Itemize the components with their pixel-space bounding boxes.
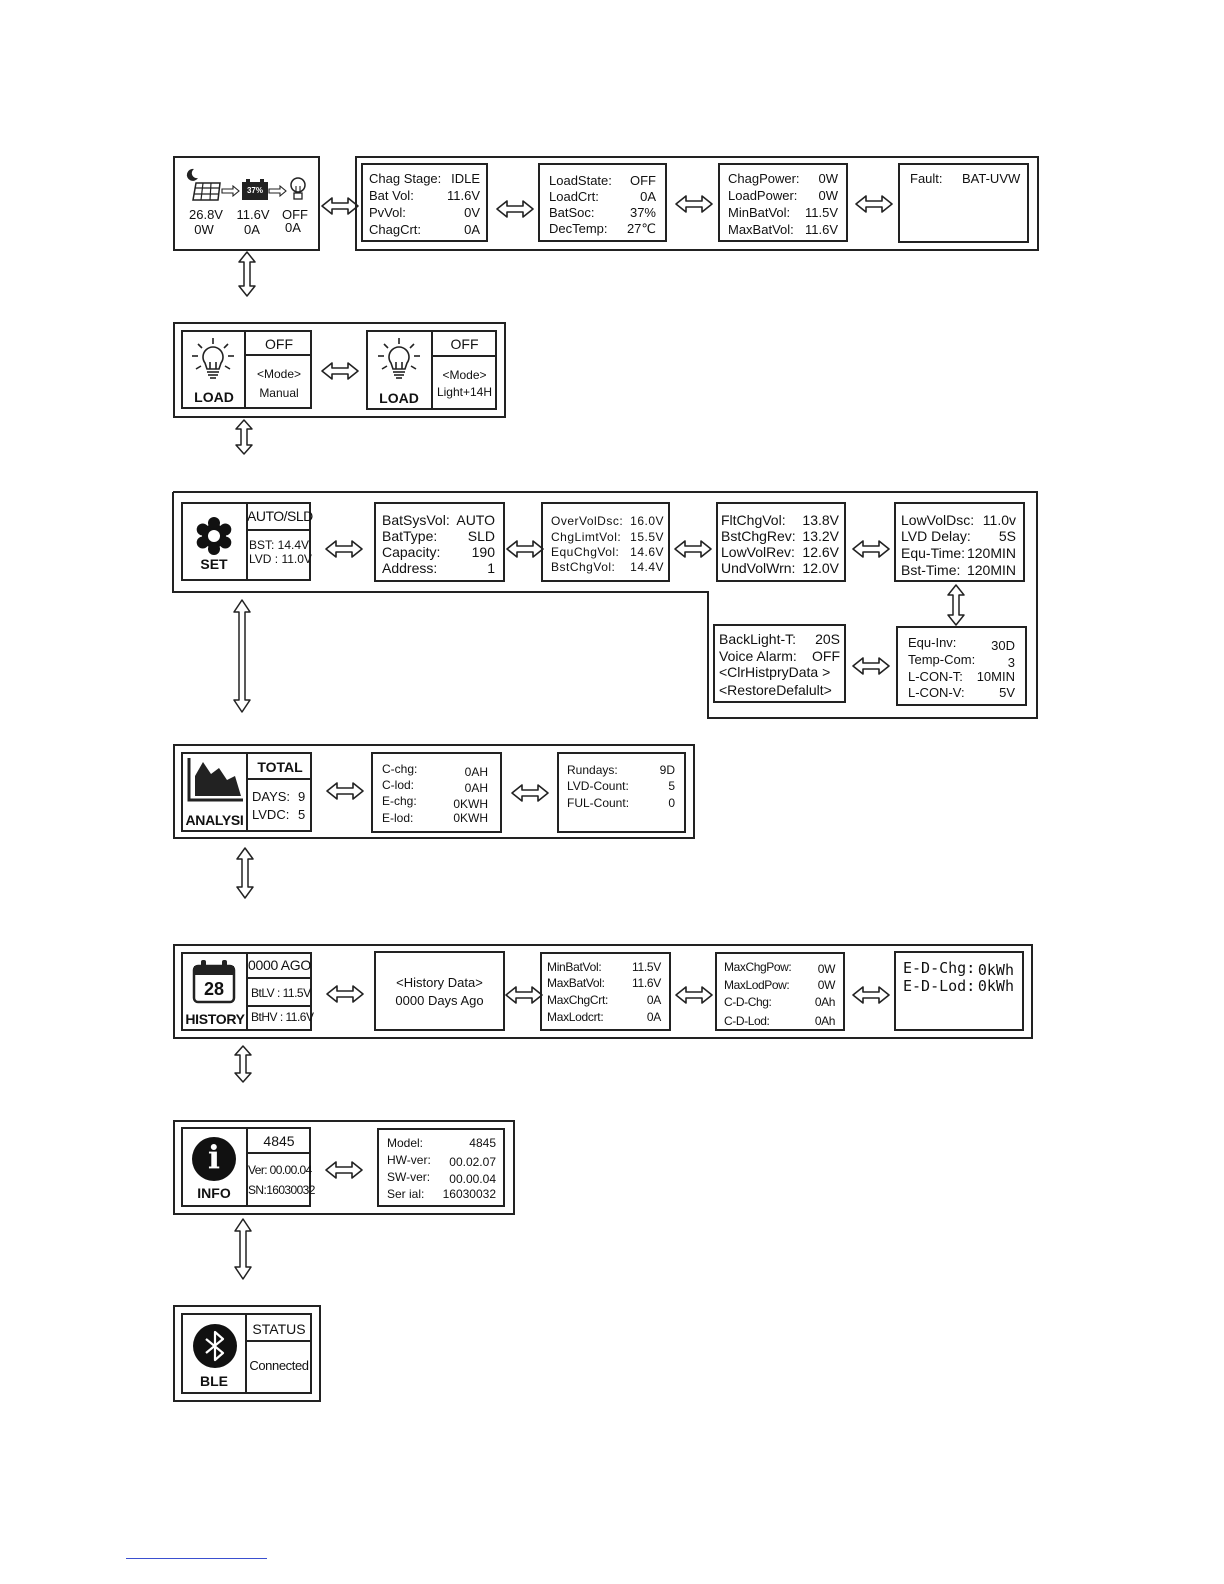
double-arrow-icon bbox=[326, 1162, 362, 1178]
set-box-low-voltage[interactable] bbox=[894, 502, 1025, 582]
set-box-float[interactable] bbox=[716, 502, 846, 582]
history-header: 0000 AGO bbox=[248, 957, 311, 973]
label: Capacity: bbox=[382, 544, 441, 560]
info-label: INFO bbox=[197, 1185, 231, 1201]
label: Bat Vol: bbox=[369, 188, 414, 203]
value: 0V bbox=[464, 205, 480, 220]
label: E-chg: bbox=[382, 794, 417, 808]
info-detail-box[interactable] bbox=[377, 1128, 505, 1207]
double-arrow-icon bbox=[327, 986, 363, 1002]
mode-label: <Mode> bbox=[442, 368, 487, 382]
value: 0A bbox=[646, 993, 661, 1007]
value: 0Ah bbox=[814, 995, 835, 1009]
label: ChgLimtVol: bbox=[551, 530, 622, 544]
label: SW-ver: bbox=[387, 1170, 431, 1184]
value: 27℃ bbox=[626, 221, 656, 236]
set-box-battery[interactable] bbox=[374, 502, 505, 582]
info-version: Ver: 00.00.04 bbox=[248, 1163, 312, 1177]
label: LowVolDsc: bbox=[901, 512, 975, 528]
load-state: OFF bbox=[450, 336, 479, 352]
flow-arrow-icon bbox=[269, 186, 287, 196]
value: 190 bbox=[471, 544, 495, 560]
history-data-box[interactable] bbox=[374, 951, 505, 1031]
value: 11.5V bbox=[632, 960, 661, 974]
value: 0AH bbox=[464, 781, 488, 795]
value: 0A bbox=[464, 222, 480, 237]
double-arrow-icon bbox=[853, 987, 889, 1003]
value: 12.0V bbox=[802, 560, 839, 576]
lvdc-value: 5 bbox=[298, 807, 306, 822]
label: E-lod: bbox=[382, 811, 414, 825]
label: LoadCrt: bbox=[549, 189, 599, 204]
label: BatSoc: bbox=[549, 205, 595, 220]
mode-label: <Mode> bbox=[256, 367, 302, 381]
double-arrow-icon bbox=[507, 541, 543, 557]
label: HW-ver: bbox=[387, 1153, 431, 1167]
fault-label: Fault: bbox=[910, 171, 943, 186]
label: FUL-Count: bbox=[567, 796, 630, 810]
vertical-double-arrow-icon bbox=[235, 1219, 251, 1279]
lvd-value: LVD : 11.0V bbox=[249, 552, 312, 566]
value: 13.8V bbox=[802, 512, 839, 528]
label: Address: bbox=[382, 560, 438, 576]
label: Chag Stage: bbox=[369, 171, 442, 186]
label: OverVolDsc: bbox=[551, 514, 624, 528]
value: 11.6V bbox=[804, 222, 838, 237]
double-arrow-icon bbox=[853, 658, 889, 674]
label: Equ-Inv: bbox=[908, 635, 957, 650]
load-label: LOAD bbox=[379, 390, 419, 406]
value: 0AH bbox=[464, 765, 488, 779]
ble-label: BLE bbox=[200, 1373, 228, 1389]
mode-value: Light+14H bbox=[436, 385, 493, 399]
value: 0W bbox=[817, 962, 835, 976]
vertical-double-arrow-icon bbox=[235, 1046, 251, 1082]
vertical-double-arrow-icon bbox=[234, 600, 250, 712]
label: DecTemp: bbox=[549, 221, 608, 236]
power-box[interactable] bbox=[718, 163, 848, 242]
double-arrow-icon bbox=[506, 987, 542, 1003]
label: C-D-Chg: bbox=[724, 995, 772, 1009]
label: MaxBatVol: bbox=[547, 976, 605, 990]
label: Equ-Time: bbox=[901, 545, 966, 561]
value: 5S bbox=[998, 528, 1016, 544]
area-chart-icon bbox=[187, 758, 243, 804]
bst-value: BST: 14.4V bbox=[249, 538, 310, 552]
footnote-rule bbox=[126, 1558, 267, 1559]
history-energy-box[interactable] bbox=[894, 951, 1024, 1031]
label: BstChgVol: bbox=[551, 560, 616, 574]
analysis-counts-box[interactable] bbox=[557, 752, 686, 833]
value: SLD bbox=[467, 528, 495, 544]
ble-status: Connected bbox=[249, 1358, 309, 1373]
value: 9D bbox=[659, 763, 675, 777]
calendar-day: 28 bbox=[203, 979, 225, 999]
bulb-icon bbox=[289, 176, 307, 202]
value: 00.00.04 bbox=[449, 1172, 496, 1186]
label: EquChgVol: bbox=[551, 545, 620, 559]
moon-icon bbox=[185, 168, 199, 182]
double-arrow-icon bbox=[512, 785, 548, 801]
value: 14.6V bbox=[630, 545, 664, 559]
label: L-CON-T: bbox=[908, 669, 963, 684]
value: 0W bbox=[817, 978, 835, 992]
history-voltage-box[interactable] bbox=[540, 952, 671, 1031]
value: 0 bbox=[668, 796, 675, 810]
bthv-value: BtHV : 11.6V bbox=[251, 1010, 314, 1024]
btlv-value: BtLV : 11.5V bbox=[251, 986, 311, 1000]
load-current: 0A bbox=[285, 220, 301, 235]
label: PvVol: bbox=[369, 205, 406, 220]
value: 37% bbox=[629, 205, 656, 220]
value: 11.0v bbox=[982, 512, 1016, 528]
double-arrow-icon bbox=[322, 363, 358, 379]
history-data-title: <History Data> bbox=[396, 975, 483, 990]
vertical-double-arrow-icon bbox=[237, 848, 253, 898]
value: 15.5V bbox=[630, 530, 664, 544]
value: 14.4V bbox=[630, 560, 664, 574]
bulb-icon bbox=[376, 336, 422, 382]
load-state: OFF bbox=[282, 207, 308, 222]
double-arrow-icon bbox=[327, 783, 363, 799]
pv-voltage: 26.8V bbox=[189, 207, 223, 222]
ble-header: STATUS bbox=[252, 1321, 306, 1337]
value: 5 bbox=[668, 779, 675, 793]
battery-voltage: 11.6V bbox=[236, 207, 270, 222]
value: 00.02.07 bbox=[449, 1155, 496, 1169]
info-icon-letter: i bbox=[207, 1138, 221, 1176]
set-box-equalize[interactable] bbox=[896, 626, 1027, 706]
label: Bst-Time: bbox=[901, 562, 961, 578]
double-arrow-icon bbox=[675, 541, 711, 557]
mode-value: Manual bbox=[259, 386, 299, 400]
value: 0kWh bbox=[977, 961, 1014, 979]
label: ChagCrt: bbox=[369, 222, 422, 237]
label: BstChgRev: bbox=[721, 528, 796, 544]
double-arrow-icon bbox=[676, 196, 712, 212]
value: 0KWH bbox=[453, 811, 488, 825]
value: 11.5V bbox=[804, 205, 838, 220]
load-state: OFF bbox=[265, 336, 293, 352]
load-label: LOAD bbox=[194, 389, 234, 405]
days-label: DAYS: bbox=[252, 789, 291, 804]
clear-history-button[interactable]: <ClrHistpryData > bbox=[719, 664, 831, 680]
stage-box[interactable] bbox=[361, 163, 488, 242]
restore-default-button[interactable]: <RestoreDefalult> bbox=[719, 682, 832, 698]
solar-panel-icon bbox=[192, 181, 222, 203]
history-label: HISTORY bbox=[185, 1011, 245, 1027]
analysis-energy-box[interactable] bbox=[371, 752, 502, 833]
label: E-D-Lod: bbox=[903, 977, 976, 995]
label: MaxLodPow: bbox=[724, 978, 790, 992]
value: IDLE bbox=[451, 171, 480, 186]
label: MaxBatVol: bbox=[728, 222, 794, 237]
set-header: AUTO/SLD bbox=[247, 508, 313, 524]
value: 12.6V bbox=[802, 544, 839, 560]
label: MaxChgCrt: bbox=[547, 993, 609, 1007]
analysis-header: TOTAL bbox=[257, 759, 303, 775]
value: 120MIN bbox=[966, 562, 1016, 578]
value: 0Ah bbox=[814, 1014, 835, 1028]
battery-current: 0A bbox=[244, 222, 260, 237]
value: 0A bbox=[640, 189, 656, 204]
label: UndVolWrn: bbox=[721, 560, 796, 576]
double-arrow-icon bbox=[853, 541, 889, 557]
label: Voice Alarm: bbox=[719, 648, 797, 664]
info-serial: SN:16030032 bbox=[248, 1183, 315, 1197]
label: C-D-Lod: bbox=[724, 1014, 770, 1028]
double-arrow-icon bbox=[676, 987, 712, 1003]
label: LVD Delay: bbox=[901, 528, 971, 544]
value: 11.6V bbox=[632, 976, 661, 990]
value: 10MIN bbox=[976, 669, 1015, 684]
value: 20S bbox=[815, 631, 840, 647]
vertical-double-arrow-icon bbox=[239, 252, 255, 296]
history-days-ago: 0000 Days Ago bbox=[395, 993, 484, 1008]
label: MinBatVol: bbox=[547, 960, 602, 974]
vertical-double-arrow-icon bbox=[948, 585, 964, 625]
label: Rundays: bbox=[567, 763, 618, 777]
value: 4845 bbox=[469, 1136, 496, 1150]
lvdc-label: LVDC: bbox=[252, 807, 290, 822]
value: 0W bbox=[818, 188, 838, 203]
flow-arrow-icon bbox=[222, 186, 240, 196]
bluetooth-icon bbox=[192, 1323, 238, 1369]
set-box-system[interactable] bbox=[713, 624, 846, 703]
double-arrow-icon bbox=[856, 196, 892, 212]
pv-power: 0W bbox=[194, 222, 214, 237]
label: FltChgVol: bbox=[721, 512, 786, 528]
value: AUTO bbox=[456, 512, 495, 528]
label: BatSysVol: bbox=[382, 512, 450, 528]
double-arrow-icon bbox=[497, 201, 533, 217]
analysis-label: ANALYSI bbox=[185, 812, 244, 828]
double-arrow-icon bbox=[326, 541, 362, 557]
label: C-lod: bbox=[382, 778, 415, 792]
value: 13.2V bbox=[802, 528, 839, 544]
bulb-icon bbox=[190, 336, 236, 382]
history-power-box[interactable] bbox=[715, 952, 845, 1031]
set-box-charge-limits[interactable] bbox=[541, 502, 670, 582]
value: 0A bbox=[646, 1010, 661, 1024]
label: E-D-Chg: bbox=[903, 959, 976, 977]
value: 1 bbox=[487, 560, 495, 576]
load-status-box[interactable] bbox=[538, 163, 667, 242]
label: MaxChgPow: bbox=[724, 960, 792, 974]
info-header: 4845 bbox=[263, 1133, 295, 1149]
label: Temp-Com: bbox=[908, 652, 976, 667]
value: 0KWH bbox=[453, 797, 488, 811]
battery-soc: 37% bbox=[246, 186, 263, 195]
label: LoadPower: bbox=[728, 188, 798, 203]
gear-icon bbox=[196, 518, 232, 554]
fault-box[interactable] bbox=[898, 163, 1029, 243]
label: LowVolRev: bbox=[721, 544, 795, 560]
value: 30D bbox=[991, 638, 1015, 653]
fault-value: BAT-UVW bbox=[962, 171, 1021, 186]
label: ChagPower: bbox=[728, 171, 800, 186]
days-value: 9 bbox=[298, 789, 306, 804]
label: C-chg: bbox=[382, 762, 418, 776]
label: LVD-Count: bbox=[567, 779, 629, 793]
value: 11.6V bbox=[446, 188, 480, 203]
set-label: SET bbox=[200, 556, 228, 572]
value: OFF bbox=[812, 648, 840, 664]
label: LoadState: bbox=[549, 173, 612, 188]
value: OFF bbox=[630, 173, 656, 188]
value: 0kWh bbox=[977, 977, 1014, 995]
value: 3 bbox=[1007, 655, 1015, 670]
label: BackLight-T: bbox=[719, 631, 797, 647]
value: 16.0V bbox=[630, 514, 664, 528]
label: Model: bbox=[387, 1136, 424, 1150]
value: 0W bbox=[818, 171, 838, 186]
value: 120MIN bbox=[966, 545, 1016, 561]
value: 5V bbox=[999, 685, 1015, 700]
double-arrow-icon bbox=[322, 198, 358, 214]
label: MaxLodcrt: bbox=[547, 1010, 604, 1024]
value: 16030032 bbox=[442, 1187, 496, 1201]
label: L-CON-V: bbox=[908, 685, 965, 700]
vertical-double-arrow-icon bbox=[236, 420, 252, 454]
label: MinBatVol: bbox=[728, 205, 791, 220]
label: BatType: bbox=[382, 528, 438, 544]
label: Ser ial: bbox=[387, 1187, 425, 1201]
